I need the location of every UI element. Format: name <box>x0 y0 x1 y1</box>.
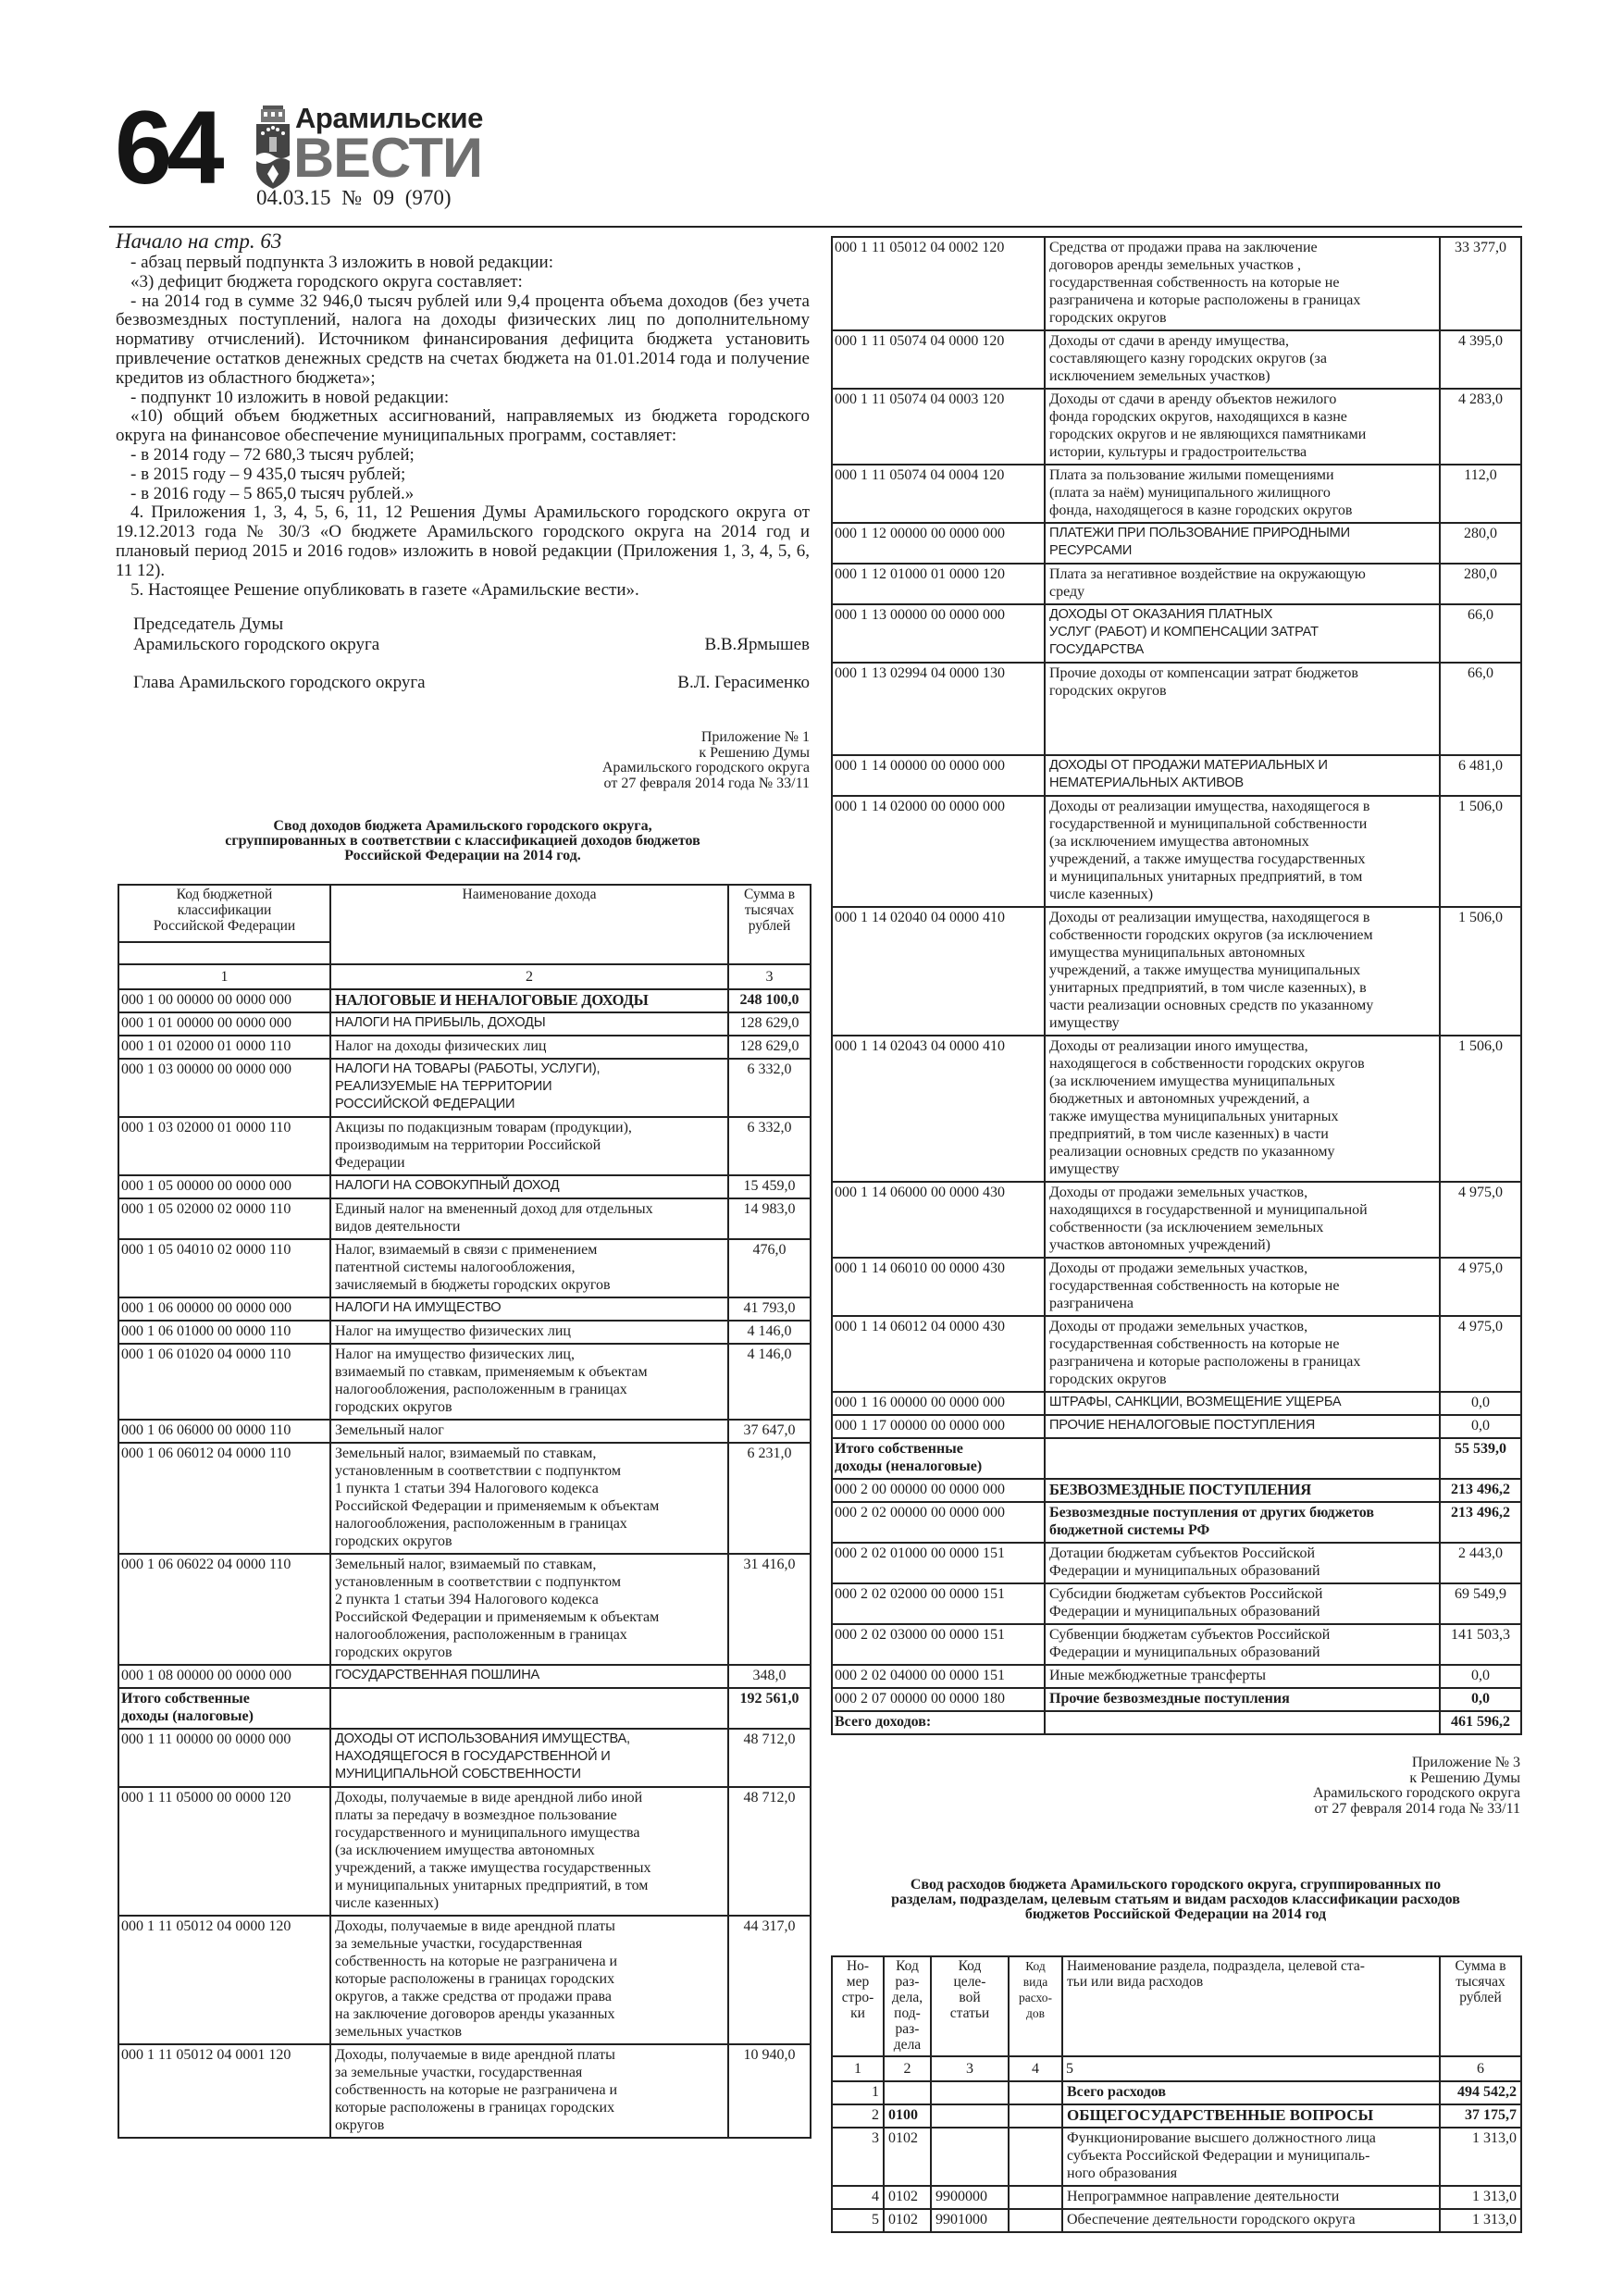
income-sum: 15 459,0 <box>728 1175 811 1198</box>
table-row <box>118 1344 811 1420</box>
budget-code: 000 2 02 02000 00 0000 151 <box>832 1583 1045 1624</box>
income-sum: 48 712,0 <box>728 1729 811 1787</box>
budget-code: 000 1 13 02994 04 0000 130 <box>832 663 1045 755</box>
income-name: Налог, взимаемый в связи с применением патентной системы налогообложения, зачисляемый в бюджеты городских округов <box>330 1239 728 1297</box>
row-number: 1 <box>832 2081 884 2104</box>
budget-code: 000 1 06 06012 04 0000 110 <box>118 1443 330 1554</box>
income-sum: 4 146,0 <box>728 1344 811 1420</box>
income-sum: 0,0 <box>1440 1688 1521 1711</box>
article-paragraph: 4. Приложения 1, 3, 4, 5, 6, 11, 12 Решения Думы Арамильского городского округа от 19.12.2013 года № 30/3 «О бюджете Арамильского городского округа на 2014 год и плановый период 2015 и 2016 годов» изложить в новой редакции (Приложения 1, 3, 4, 5, 6, 11 12). <box>116 503 810 580</box>
table-row <box>118 1321 811 1344</box>
section-code: 0102 <box>884 2186 931 2209</box>
budget-code: 000 1 05 04010 02 0000 110 <box>118 1239 330 1297</box>
table-row <box>832 389 1521 465</box>
article-code: 9900000 <box>931 2186 1009 2209</box>
income-name: Акцизы по подакцизным товарам (продукции), производимым на территории Российской Федерации <box>330 1117 728 1175</box>
income-name: Средства от продажи права на заключение договоров аренды земельных участков , государственная собственность на которые не разграничена и которые расположены в границах городских округов <box>1045 237 1440 330</box>
signature-name: В.Л. Герасименко <box>677 673 810 693</box>
header-article-code: Код целе- вой статьи <box>931 1956 1009 2056</box>
income-name: Прочие доходы от компенсации затрат бюджетов городских округов <box>1045 663 1440 755</box>
table-row <box>832 1543 1521 1583</box>
table-row <box>832 755 1521 796</box>
kind-code <box>1009 2081 1062 2104</box>
signature-title: Председатель Думы Арамильского городского округа <box>133 614 380 655</box>
header-name: Наименование дохода <box>330 885 728 964</box>
table-row <box>832 907 1521 1036</box>
budget-code: 000 1 14 06000 00 0000 430 <box>832 1182 1045 1258</box>
income-name: Доходы от продажи земельных участков, находящихся в государственной и муниципальной собственности (за исключением земельных участков автономных учреждений) <box>1045 1182 1440 1258</box>
table-row <box>832 564 1521 604</box>
col-number: 3 <box>728 964 811 989</box>
budget-code: 000 1 01 02000 01 0000 110 <box>118 1036 330 1059</box>
budget-code: 000 1 01 00000 00 0000 000 <box>118 1012 330 1036</box>
income-name: БЕЗВОЗМЕЗДНЫЕ ПОСТУПЛЕНИЯ <box>1045 1479 1440 1502</box>
budget-code: Итого собственные доходы (неналоговые) <box>832 1438 1045 1479</box>
col-number: 2 <box>330 964 728 989</box>
section-code: 0102 <box>884 2128 931 2186</box>
col-number: 6 <box>1440 2056 1521 2081</box>
header-sum: Сумма в тысячах рублей <box>728 885 811 964</box>
table-row <box>832 1182 1521 1258</box>
appendix3-reference: Приложение № 3 к Решению Думы Арамильского городского округа от 27 февраля 2014 года № 33/11 <box>1312 1755 1520 1817</box>
income-name: Безвозмездные поступления от других бюджетов бюджетной системы РФ <box>1045 1502 1440 1543</box>
income-sum: 33 377,0 <box>1440 237 1521 330</box>
signature-chairman <box>133 614 810 655</box>
article-paragraph: - в 2015 году – 9 435,0 тысяч рублей; <box>130 464 406 484</box>
table-row <box>118 989 811 1012</box>
income-sum: 0,0 <box>1440 1392 1521 1415</box>
table-row <box>832 2186 1521 2209</box>
income-name: Налог на имущество физических лиц <box>330 1321 728 1344</box>
kind-code <box>1009 2186 1062 2209</box>
expense-sum: 1 313,0 <box>1440 2128 1521 2186</box>
header-kind-code: Код вида расхо- дов <box>1009 1956 1062 2056</box>
article-code <box>931 2104 1009 2128</box>
income-sum: 66,0 <box>1440 604 1521 663</box>
income-sum: 248 100,0 <box>728 989 811 1012</box>
article-paragraph: - в 2014 году – 72 680,3 тысяч рублей; <box>130 444 415 465</box>
budget-code: 000 2 02 04000 00 0000 151 <box>832 1665 1045 1688</box>
income-sum: 37 647,0 <box>728 1420 811 1443</box>
income-name: ГОСУДАРСТВЕННАЯ ПОШЛИНА <box>330 1665 728 1688</box>
budget-code: 000 1 06 06000 00 0000 110 <box>118 1420 330 1443</box>
table-row <box>118 1175 811 1198</box>
budget-code: 000 2 00 00000 00 0000 000 <box>832 1479 1045 1502</box>
income-sum: 48 712,0 <box>728 1787 811 1916</box>
table-header-row <box>118 885 811 942</box>
income-sum: 10 940,0 <box>728 2044 811 2138</box>
expense-sum: 37 175,7 <box>1440 2104 1521 2128</box>
table-row <box>118 1665 811 1688</box>
column-number-row <box>118 964 811 989</box>
appendix1-reference: Приложение № 1 к Решению Думы Арамильского городского округа от 27 февраля 2014 года № 33/11 <box>601 729 810 791</box>
income-sum: 41 793,0 <box>728 1297 811 1321</box>
table-row <box>832 330 1521 389</box>
table-row <box>832 2209 1521 2232</box>
brand-name-main: ВЕСТИ <box>293 127 482 189</box>
income-name: Доходы от сдачи в аренду имущества, составляющего казну городских округов (за исключением земельных участков) <box>1045 330 1440 389</box>
budget-code: Итого собственные доходы (налоговые) <box>118 1688 330 1729</box>
budget-code: 000 1 06 00000 00 0000 000 <box>118 1297 330 1321</box>
budget-code: 000 2 02 01000 00 0000 151 <box>832 1543 1045 1583</box>
col-number: 2 <box>884 2056 931 2081</box>
kind-code <box>1009 2128 1062 2186</box>
budget-code: 000 1 14 00000 00 0000 000 <box>832 755 1045 796</box>
budget-code: 000 1 11 05000 00 0000 120 <box>118 1787 330 1916</box>
appendix3-title: Свод расходов бюджета Арамильского городского округа, сгруппированных по разделам, подразделам, целевым статьям и видам расходов классификации расходов бюджетов Российской Федерации на 2014 год <box>891 1877 1460 1922</box>
article-paragraph: 5. Настоящее Решение опубликовать в газете «Арамильские вести». <box>130 579 639 600</box>
table-row <box>832 2081 1521 2104</box>
budget-code: 000 1 12 01000 01 0000 120 <box>832 564 1045 604</box>
table-row <box>118 1059 811 1117</box>
table-row <box>832 796 1521 907</box>
section-code: 0102 <box>884 2209 931 2232</box>
total-row <box>118 1688 811 1729</box>
table-row <box>118 1297 811 1321</box>
expense-sum: 1 313,0 <box>1440 2209 1521 2232</box>
income-name: НАЛОГИ НА СОВОКУПНЫЙ ДОХОД <box>330 1175 728 1198</box>
left-column <box>116 230 810 2139</box>
income-sum: 476,0 <box>728 1239 811 1297</box>
table-row <box>118 1443 811 1554</box>
budget-code: 000 1 05 00000 00 0000 000 <box>118 1175 330 1198</box>
header-section-code: Код раз- дела, под- раз- дела <box>884 1956 931 2056</box>
budget-code: 000 1 06 01000 00 0000 110 <box>118 1321 330 1344</box>
table-row <box>832 1583 1521 1624</box>
income-name: ДОХОДЫ ОТ ИСПОЛЬЗОВАНИЯ ИМУЩЕСТВА, НАХОДЯЩЕГОСЯ В ГОСУДАРСТВЕННОЙ И МУНИЦИПАЛЬНОЙ СОБСТВЕННОСТИ <box>330 1729 728 1787</box>
table-row <box>832 1502 1521 1543</box>
table-row <box>118 1787 811 1916</box>
budget-code: 000 1 11 00000 00 0000 000 <box>118 1729 330 1787</box>
article-paragraph: - на 2014 год в сумме 32 946,0 тысяч рублей или 9,4 процента объема доходов (без учета безвозмездных поступлений, налога на доходы физических лиц по дополнительному нормативу отчислений). Источником финансирования дефицита бюджета установить привлечение остатков денежных средств на счетах бюджета на 01.01.2014 года и получение кредитов из областного бюджета»; <box>116 291 810 388</box>
article-paragraph: - абзац первый подпункта 3 изложить в новой редакции: <box>130 253 554 272</box>
column-number-row <box>832 2056 1521 2081</box>
article-body <box>116 230 810 600</box>
income-name: Земельный налог, взимаемый по ставкам, установленным в соответствии с подпунктом 1 пункта 1 статьи 394 Налогового кодекса Российской Федерации и применяемым к объектам налогообложения, расположенным в границах городских округов <box>330 1443 728 1554</box>
expense-name: Непрограммное направление деятельности <box>1062 2186 1440 2209</box>
header-divider <box>109 226 1522 228</box>
income-sum: 213 496,2 <box>1440 1479 1521 1502</box>
budget-code: 000 1 11 05012 04 0000 120 <box>118 1916 330 2044</box>
budget-code: 000 1 16 00000 00 0000 000 <box>832 1392 1045 1415</box>
income-name: НАЛОГОВЫЕ И НЕНАЛОГОВЫЕ ДОХОДЫ <box>330 989 728 1012</box>
income-name: Доходы, получаемые в виде арендной либо иной платы за передачу в возмездное пользование государственного и муниципального имущества (за исключением имущества автономных учреждений, а также имущества государственных и муниципальных унитарных предприятий, в том числе казенных) <box>330 1787 728 1916</box>
budget-code: 000 1 00 00000 00 0000 000 <box>118 989 330 1012</box>
table-row <box>118 1239 811 1297</box>
income-sum: 6 481,0 <box>1440 755 1521 796</box>
header-empty-cell <box>118 942 330 964</box>
expense-sum: 494 542,2 <box>1440 2081 1521 2104</box>
budget-code: 000 1 03 00000 00 0000 000 <box>118 1059 330 1117</box>
income-name: Доходы от продажи земельных участков, государственная собственность на которые не разграничена <box>1045 1258 1440 1316</box>
article-code <box>931 2081 1009 2104</box>
income-sum: 213 496,2 <box>1440 1502 1521 1543</box>
table-row <box>832 465 1521 523</box>
income-name: НАЛОГИ НА ТОВАРЫ (РАБОТЫ, УСЛУГИ), РЕАЛИЗУЕМЫЕ НА ТЕРРИТОРИИ РОССИЙСКОЙ ФЕДЕРАЦИИ <box>330 1059 728 1117</box>
income-sum: 1 506,0 <box>1440 796 1521 907</box>
income-name: Прочие безвозмездные поступления <box>1045 1688 1440 1711</box>
income-sum: 112,0 <box>1440 465 1521 523</box>
income-sum: 280,0 <box>1440 523 1521 564</box>
income-name: Доходы, получаемые в виде арендной платы за земельные участки, государственная собственность на которые не разграничена и которые расположены в границах городских округов, а также средства от продажи права на заключение договоров аренды указанных земельных участков <box>330 1916 728 2044</box>
income-name <box>1045 1711 1440 1734</box>
income-table-part1 <box>118 884 812 2139</box>
income-name <box>1045 1438 1440 1479</box>
income-name: Иные межбюджетные трансферты <box>1045 1665 1440 1688</box>
table-row <box>118 2044 811 2138</box>
budget-code: Всего доходов: <box>832 1711 1045 1734</box>
row-number: 4 <box>832 2186 884 2209</box>
income-name: Доходы от продажи земельных участков, государственная собственность на которые не разграничена и которые расположены в границах городских округов <box>1045 1316 1440 1392</box>
article-code <box>931 2128 1009 2186</box>
article-paragraph: - подпункт 10 изложить в новой редакции: <box>130 387 450 407</box>
coat-of-arms-icon <box>255 104 291 192</box>
budget-code: 000 1 03 02000 01 0000 110 <box>118 1117 330 1175</box>
income-name: Доходы от реализации имущества, находящегося в государственной и муниципальной собственности (за исключением имущества автономных учреждений, а также имущества государственных и муниципальных унитарных предприятий, в том числе казенных) <box>1045 796 1440 907</box>
header-sum: Сумма в тысячах рублей <box>1440 1956 1521 2056</box>
continued-from: Начало на стр. 63 <box>116 230 282 253</box>
total-row <box>832 1438 1521 1479</box>
income-name: НАЛОГИ НА ИМУЩЕСТВО <box>330 1297 728 1321</box>
table-row <box>832 663 1521 755</box>
income-sum: 4 395,0 <box>1440 330 1521 389</box>
signature-head <box>133 673 810 693</box>
income-name: Доходы от реализации имущества, находящегося в собственности городских округов (за исключением имущества муниципальных автономных учреждений, а также имущества муниципальных унитарных предприятий, в том числе казенных), в части реализации основных средств по указанному имуществу <box>1045 907 1440 1036</box>
income-sum: 2 443,0 <box>1440 1543 1521 1583</box>
income-sum: 55 539,0 <box>1440 1438 1521 1479</box>
income-name <box>330 1688 728 1729</box>
income-sum: 1 506,0 <box>1440 1036 1521 1182</box>
budget-code: 000 1 06 06022 04 0000 110 <box>118 1554 330 1665</box>
kind-code <box>1009 2104 1062 2128</box>
article-paragraph: «3) дефицит бюджета городского округа составляет: <box>130 271 523 292</box>
table-row <box>832 2128 1521 2186</box>
expense-name: Обеспечение деятельности городского округа <box>1062 2209 1440 2232</box>
budget-code: 000 2 02 00000 00 0000 000 <box>832 1502 1045 1543</box>
page-number: 64 <box>115 90 219 205</box>
income-sum: 4 975,0 <box>1440 1182 1521 1258</box>
income-name: Единый налог на вмененный доход для отдельных видов деятельности <box>330 1198 728 1239</box>
table-row <box>832 1316 1521 1392</box>
income-sum: 128 629,0 <box>728 1036 811 1059</box>
income-name: ШТРАФЫ, САНКЦИИ, ВОЗМЕЩЕНИЕ УЩЕРБА <box>1045 1392 1440 1415</box>
income-sum: 141 503,3 <box>1440 1624 1521 1665</box>
income-sum: 4 975,0 <box>1440 1258 1521 1316</box>
income-name: Налог на имущество физических лиц, взимаемый по ставкам, применяемым к объектам налогообложения, расположенным в границах городских округов <box>330 1344 728 1420</box>
appendix1-title: Свод доходов бюджета Арамильского городского округа, сгруппированных в соответствии с классификацией доходов бюджетов Российской Федерации на 2014 год. <box>225 818 700 864</box>
expense-name: Всего расходов <box>1062 2081 1440 2104</box>
col-number: 3 <box>931 2056 1009 2081</box>
table-row <box>832 1665 1521 1688</box>
table-row <box>832 523 1521 564</box>
issue-info <box>256 186 452 210</box>
row-number: 2 <box>832 2104 884 2128</box>
income-name: Плата за пользование жилыми помещениями (плата за наём) муниципального жилищного фонда, находящегося в казне городских округов <box>1045 465 1440 523</box>
issue-date: 04.03.15 <box>256 186 331 209</box>
col-number: 1 <box>832 2056 884 2081</box>
income-sum: 461 596,2 <box>1440 1711 1521 1734</box>
table-row <box>118 1420 811 1443</box>
row-number: 3 <box>832 2128 884 2186</box>
income-sum: 348,0 <box>728 1665 811 1688</box>
table-row <box>832 604 1521 663</box>
budget-code: 000 1 13 00000 00 0000 000 <box>832 604 1045 663</box>
table-row <box>832 1258 1521 1316</box>
income-sum: 4 975,0 <box>1440 1316 1521 1392</box>
table-row <box>118 1554 811 1665</box>
income-sum: 66,0 <box>1440 663 1521 755</box>
table-row <box>832 1479 1521 1502</box>
income-name: ДОХОДЫ ОТ ПРОДАЖИ МАТЕРИАЛЬНЫХ И НЕМАТЕРИАЛЬНЫХ АКТИВОВ <box>1045 755 1440 796</box>
col-number: 1 <box>118 964 330 989</box>
expense-name: ОБЩЕГОСУДАРСТВЕННЫЕ ВОПРОСЫ <box>1062 2104 1440 2128</box>
income-name: Доходы от реализации иного имущества, находящегося в собственности городских округов (за исключением имущества муниципальных бюджетных и автономных учреждений, а также имущества муниципальных унитарных предприятий, в том числе казенных) в части реализации основных средств по указанному имуществу <box>1045 1036 1440 1182</box>
income-sum: 128 629,0 <box>728 1012 811 1036</box>
budget-code: 000 1 14 06012 04 0000 430 <box>832 1316 1045 1392</box>
table-row <box>832 1392 1521 1415</box>
income-sum: 192 561,0 <box>728 1688 811 1729</box>
budget-code: 000 1 11 05012 04 0002 120 <box>832 237 1045 330</box>
section-code: 0100 <box>884 2104 931 2128</box>
income-name: Земельный налог <box>330 1420 728 1443</box>
income-name: НАЛОГИ НА ПРИБЫЛЬ, ДОХОДЫ <box>330 1012 728 1036</box>
article-code: 9901000 <box>931 2209 1009 2232</box>
income-sum: 0,0 <box>1440 1665 1521 1688</box>
income-name: ПРОЧИЕ НЕНАЛОГОВЫЕ ПОСТУПЛЕНИЯ <box>1045 1415 1440 1438</box>
article-paragraph: «10) общий объем бюджетных ассигнований, направляемых из бюджета городского округа на финансовое обеспечение муниципальных программ, составляет: <box>116 406 810 446</box>
income-sum: 6 332,0 <box>728 1117 811 1175</box>
right-column <box>831 236 1520 2233</box>
budget-code: 000 1 11 05074 04 0004 120 <box>832 465 1045 523</box>
income-sum: 6 332,0 <box>728 1059 811 1117</box>
issue-number: № 09 (970) <box>341 186 452 209</box>
budget-code: 000 1 05 02000 02 0000 110 <box>118 1198 330 1239</box>
budget-code: 000 1 17 00000 00 0000 000 <box>832 1415 1045 1438</box>
section-code <box>884 2081 931 2104</box>
income-sum: 4 146,0 <box>728 1321 811 1344</box>
income-sum: 69 549,9 <box>1440 1583 1521 1624</box>
table-row <box>118 1036 811 1059</box>
table-row <box>118 1198 811 1239</box>
table-header-row <box>832 1956 1521 2056</box>
income-sum: 31 416,0 <box>728 1554 811 1665</box>
income-sum: 14 983,0 <box>728 1198 811 1239</box>
kind-code <box>1009 2209 1062 2232</box>
row-number: 5 <box>832 2209 884 2232</box>
expense-sum: 1 313,0 <box>1440 2186 1521 2209</box>
budget-code: 000 1 11 05012 04 0001 120 <box>118 2044 330 2138</box>
income-name: Плата за негативное воздействие на окружающую среду <box>1045 564 1440 604</box>
signature-title: Глава Арамильского городского округа <box>133 673 426 693</box>
expense-table <box>831 1955 1522 2233</box>
expense-name: Функционирование высшего должностного лица субъекта Российской Федерации и муниципаль- ного образования <box>1062 2128 1440 2186</box>
budget-code: 000 1 06 01020 04 0000 110 <box>118 1344 330 1420</box>
budget-code: 000 1 14 02040 04 0000 410 <box>832 907 1045 1036</box>
table-row <box>832 237 1521 330</box>
table-row <box>832 1036 1521 1182</box>
income-name: ДОХОДЫ ОТ ОКАЗАНИЯ ПЛАТНЫХ УСЛУГ (РАБОТ) И КОМПЕНСАЦИИ ЗАТРАТ ГОСУДАРСТВА <box>1045 604 1440 663</box>
table-row <box>118 1916 811 2044</box>
total-row <box>832 1711 1521 1734</box>
table-row <box>118 1729 811 1787</box>
income-sum: 6 231,0 <box>728 1443 811 1554</box>
budget-code: 000 1 11 05074 04 0000 120 <box>832 330 1045 389</box>
table-row <box>832 1415 1521 1438</box>
header-name: Наименование раздела, подраздела, целевой ста- тьи или вида расходов <box>1062 1956 1440 2056</box>
income-name: ПЛАТЕЖИ ПРИ ПОЛЬЗОВАНИЕ ПРИРОДНЫМИ РЕСУРСАМИ <box>1045 523 1440 564</box>
budget-code: 000 1 14 02043 04 0000 410 <box>832 1036 1045 1182</box>
income-name: Доходы, получаемые в виде арендной платы за земельные участки, государственная собственность на которые не разграничена и которые расположены в границах городских округов <box>330 2044 728 2138</box>
budget-code: 000 2 07 00000 00 0000 180 <box>832 1688 1045 1711</box>
income-name: Субвенции бюджетам субъектов Российской Федерации и муниципальных образований <box>1045 1624 1440 1665</box>
brand-name-top: Арамильские <box>295 102 483 134</box>
income-name: Дотации бюджетам субъектов Российской Федерации и муниципальных образований <box>1045 1543 1440 1583</box>
table-row <box>118 1012 811 1036</box>
budget-code: 000 2 02 03000 00 0000 151 <box>832 1624 1045 1665</box>
budget-code: 000 1 12 00000 00 0000 000 <box>832 523 1045 564</box>
income-name: Налог на доходы физических лиц <box>330 1036 728 1059</box>
budget-code: 000 1 14 06010 00 0000 430 <box>832 1258 1045 1316</box>
income-sum: 4 283,0 <box>1440 389 1521 465</box>
header-code: Код бюджетной классификации Российской Федерации <box>118 885 330 942</box>
col-number: 4 <box>1009 2056 1062 2081</box>
table-row <box>832 2104 1521 2128</box>
table-row <box>832 1624 1521 1665</box>
col-number: 5 <box>1062 2056 1440 2081</box>
budget-code: 000 1 14 02000 00 0000 000 <box>832 796 1045 907</box>
income-name: Субсидии бюджетам субъектов Российской Федерации и муниципальных образований <box>1045 1583 1440 1624</box>
income-sum: 44 317,0 <box>728 1916 811 2044</box>
article-paragraph: - в 2016 году – 5 865,0 тысяч рублей.» <box>130 483 415 503</box>
budget-code: 000 1 08 00000 00 0000 000 <box>118 1665 330 1688</box>
income-sum: 0,0 <box>1440 1415 1521 1438</box>
income-name: Земельный налог, взимаемый по ставкам, установленным в соответствии с подпунктом 2 пункта 1 статьи 394 Налогового кодекса Российской Федерации и применяемым к объектам налогообложения, расположенным в границах городских округов <box>330 1554 728 1665</box>
income-table-part2 <box>831 236 1522 1735</box>
signature-name: В.В.Ярмышев <box>704 635 810 655</box>
income-sum: 280,0 <box>1440 564 1521 604</box>
income-sum: 1 506,0 <box>1440 907 1521 1036</box>
header-row-number: Но- мер стро- ки <box>832 1956 884 2056</box>
budget-code: 000 1 11 05074 04 0003 120 <box>832 389 1045 465</box>
income-name: Доходы от сдачи в аренду объектов нежилого фонда городских округов, находящихся в казне городских округов и не являющихся памятниками истории, культуры и градостроительства <box>1045 389 1440 465</box>
table-row <box>832 1688 1521 1711</box>
table-row <box>118 1117 811 1175</box>
